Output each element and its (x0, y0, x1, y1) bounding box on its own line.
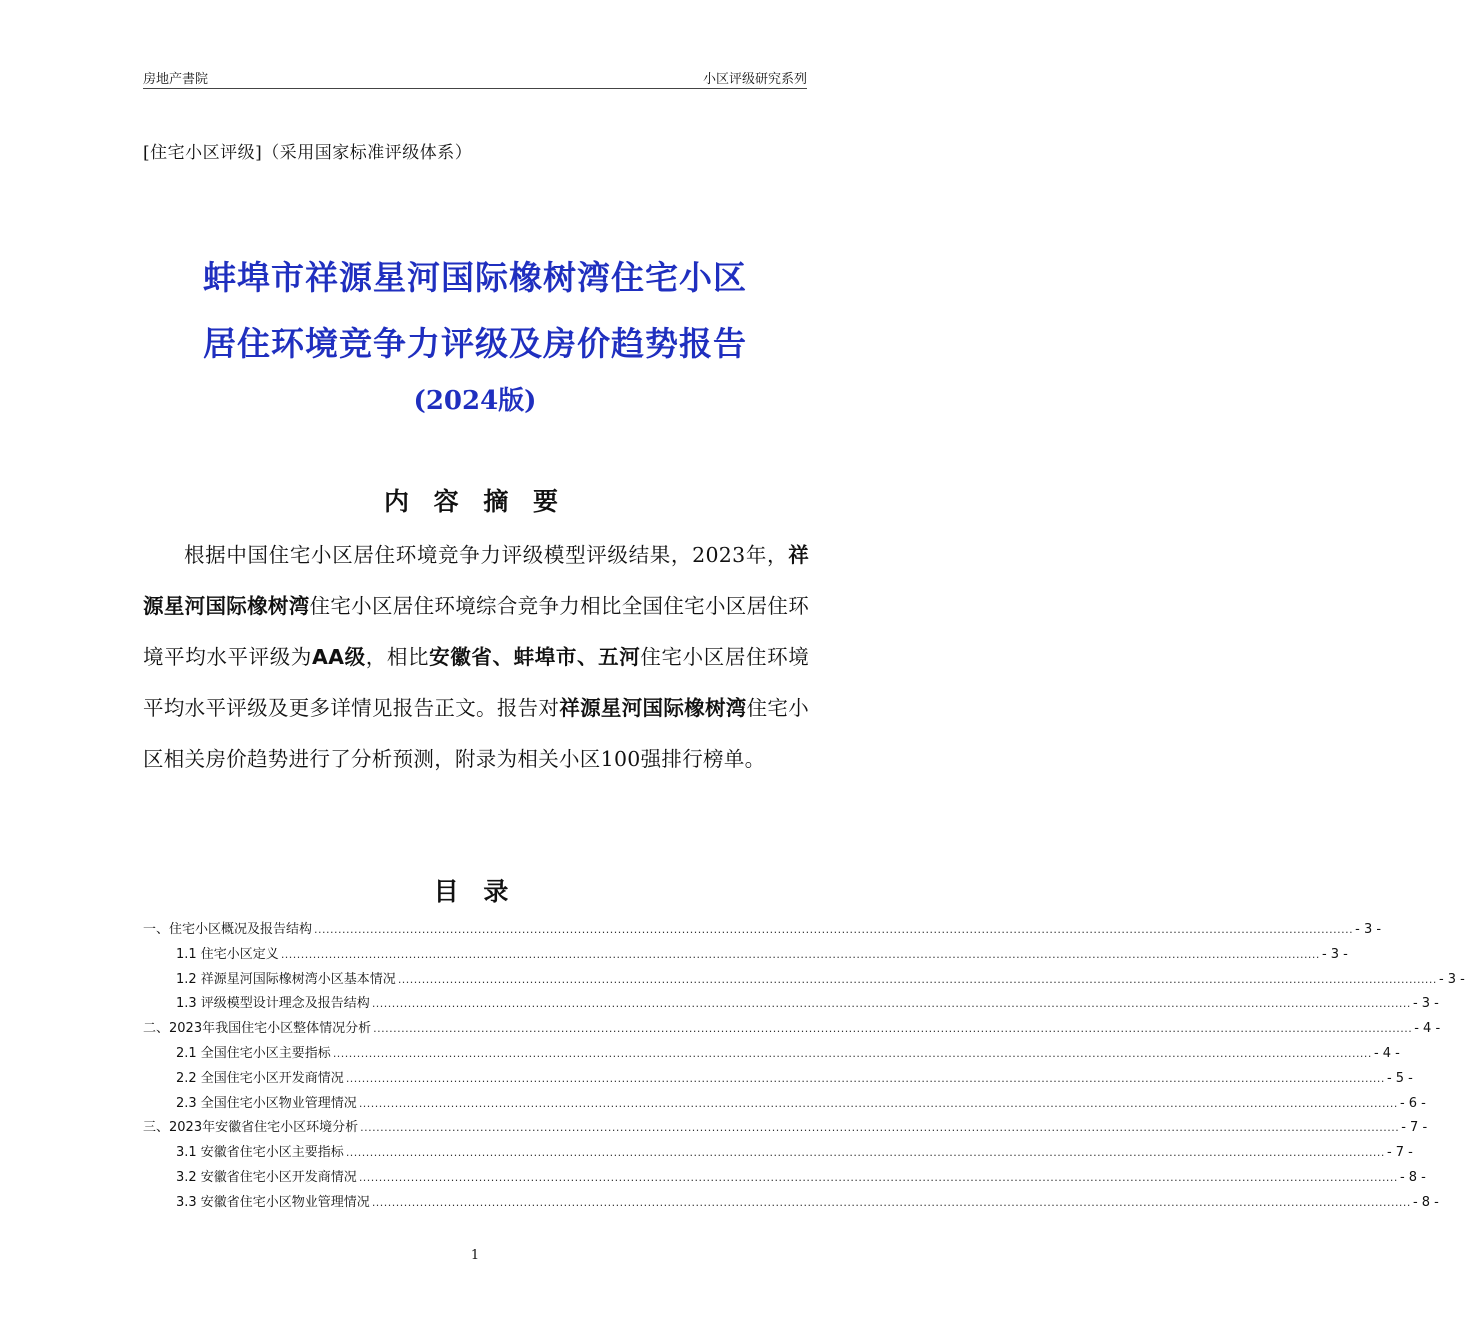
toc-entry-page: - 3 - (1321, 946, 1348, 962)
toc-leader-dots: .................................................................................................................................................................................................................................................................... (360, 1121, 1400, 1135)
toc-entry-page: - 7 - (1401, 1120, 1428, 1136)
abstract-bold-1: 祥源星河国际橡树湾 (143, 543, 809, 618)
toc-entry-page: - 3 - (1355, 922, 1382, 937)
abstract-text-2: 住宅小区居住环境综合竞争力相比全国住宅小区居住环境平均水平评级为 (143, 594, 810, 669)
toc-entry[interactable] (143, 1067, 1413, 1092)
toc-entry-label: 3.1 安徽省住宅小区主要指标 (176, 1145, 344, 1161)
toc-leader-dots: .................................................................................................................................................................................................................................................................... (332, 1046, 1372, 1060)
toc-entry-page: - 4 - (1373, 1045, 1400, 1061)
toc-leader-dots: .................................................................................................................................................................................................................................................................... (345, 1146, 1385, 1160)
toc-entry[interactable] (143, 992, 1439, 1017)
toc-entry-page: - 7 - (1386, 1145, 1413, 1161)
toc-entry-page: - 6 - (1399, 1095, 1426, 1111)
abstract-heading: 内 容 摘 要 (383, 487, 567, 516)
abstract-text-4: 住宅小区居住环境平均水平评级及更多详情见报告正文。报告对 (143, 645, 810, 720)
toc-entry[interactable] (143, 943, 1348, 968)
toc-entry-label: 1.2 祥源星河国际橡树湾小区基本情况 (176, 971, 396, 987)
toc-entry-label: 2.3 全国住宅小区物业管理情况 (176, 1095, 357, 1111)
toc-entry-label: 三、2023年安徽省住宅小区环境分析 (143, 1120, 359, 1136)
toc-entry-label: 二、2023年我国住宅小区整体情况分析 (143, 1021, 372, 1037)
toc-entry-label: 一、住宅小区概况及报告结构 (143, 922, 313, 937)
abstract-paragraph (143, 530, 809, 785)
toc-leader-dots: .................................................................................................................................................................................................................................................................... (371, 997, 1411, 1011)
page-header (143, 62, 807, 89)
toc-leader-dots: .................................................................................................................................................................................................................................................................... (358, 1096, 1398, 1110)
abstract-bold-2: AA级 (311, 645, 366, 669)
toc-leader-dots: .................................................................................................................................................................................................................................................................... (373, 1022, 1413, 1036)
header-series: 小区评级研究系列 (702, 72, 807, 87)
table-of-contents (143, 918, 1465, 1216)
toc-entry[interactable] (143, 1092, 1426, 1117)
toc-entry-page: - 3 - (1412, 996, 1439, 1012)
toc-entry-page: - 5 - (1386, 1070, 1413, 1086)
toc-entry-label: 3.3 安徽省住宅小区物业管理情况 (176, 1194, 370, 1210)
toc-entry[interactable] (143, 1116, 1428, 1141)
abstract-bold-4: 祥源星河国际橡树湾 (559, 696, 747, 720)
toc-entry[interactable] (143, 1141, 1413, 1166)
series-tag: [住宅小区评级]（采用国家标准评级体系） (143, 143, 473, 163)
toc-entry[interactable] (143, 968, 1465, 993)
toc-entry-page: - 8 - (1399, 1169, 1426, 1185)
toc-leader-dots: .................................................................................................................................................................................................................................................................... (345, 1071, 1385, 1085)
toc-entry[interactable] (143, 1166, 1426, 1191)
toc-entry-label: 1.3 评级模型设计理念及报告结构 (176, 996, 370, 1012)
toc-heading: 目 录 (433, 877, 517, 906)
toc-leader-dots: .................................................................................................................................................................................................................................................................... (371, 1195, 1411, 1209)
toc-leader-dots: .................................................................................................................................................................................................................................................................... (358, 1170, 1398, 1184)
toc-leader-dots: .................................................................................................................................................................................................................................................................... (280, 947, 1320, 961)
toc-entry-page: - 3 - (1438, 971, 1465, 987)
toc-entry-label: 1.1 住宅小区定义 (176, 946, 279, 962)
report-edition: (2024版) (413, 386, 537, 416)
abstract-bold-3: 安徽省、蚌埠市、五河 (429, 645, 641, 669)
report-title-line2: 居住环境竞争力评级及房价趋势报告 (203, 324, 747, 363)
toc-entry-label: 2.1 全国住宅小区主要指标 (176, 1045, 331, 1061)
header-publisher: 房地产書院 (143, 72, 209, 87)
abstract-text-1: 根据中国住宅小区居住环境竞争力评级模型评级结果，2023年， (184, 543, 789, 567)
toc-entry[interactable] (143, 1042, 1400, 1067)
page-number: 1 (470, 1248, 480, 1263)
toc-entry[interactable] (143, 918, 1382, 943)
toc-entry[interactable] (143, 1191, 1439, 1216)
abstract-text-5: 住宅小区相关房价趋势进行了分析预测，附录为相关小区100强排行榜单。 (143, 696, 810, 771)
toc-entry-label: 2.2 全国住宅小区开发商情况 (176, 1070, 344, 1086)
toc-entry[interactable] (143, 1017, 1441, 1042)
toc-entry-label: 3.2 安徽省住宅小区开发商情况 (176, 1169, 357, 1185)
toc-entry-page: - 8 - (1412, 1194, 1439, 1210)
toc-entry-page: - 4 - (1414, 1021, 1441, 1037)
toc-leader-dots: .................................................................................................................................................................................................................................................................... (397, 972, 1437, 986)
abstract-text-3: ，相比 (365, 645, 430, 669)
toc-leader-dots: .................................................................................................................................................................................................................................................................... (314, 923, 1354, 936)
report-title-line1: 蚌埠市祥源星河国际橡树湾住宅小区 (203, 258, 747, 297)
